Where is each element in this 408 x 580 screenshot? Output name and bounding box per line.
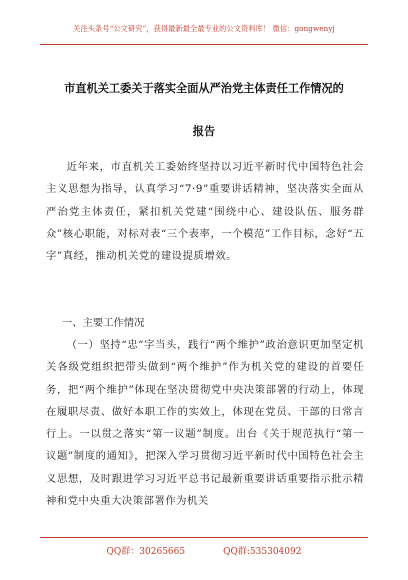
- header-banner: 关注头条号“公文研究”，获得最新最全最专业的公文资料库！ 微信：gongwenyj: [73, 24, 335, 33]
- paragraph-intro: 近年来，市直机关工委始终坚持以习近平新时代中国特色社会主义思想为指导，认真学习“7·9”重要讲话精神，坚决落实全面从严治党主体责任，紧扣机关党建“围绕中心、建设队伍、服务群众”核心职能，对标对表“三个表率，一个模范”工作目标，念好“五字”真经，推动机关党的建设提质增效。: [46, 161, 364, 263]
- footer-divider: [40, 537, 368, 538]
- footer: [0, 544, 408, 557]
- header-divider: [40, 44, 368, 45]
- paragraph-section-1: （一）坚持“忠”字当头，践行“两个维护”政治意识更加坚定机关各级党组织把带头做到“两个维护”作为机关党的建设的首要任务，把“两个维护”体现在坚决贯彻党中央决策部署的行动上，体现在履职尽责、做好本职工作的实效上，体现在党员、干部的日常言行上。一以贯之落实“第一议题”制度。出台《关于规范执行“第一议题”制度的通知》，把深入学习贯彻习近平新时代中国特色社会主义思想，及时跟进学习习近平总书记最新重要讲话重要指示批示精神和党中央重大决策部署作为机关: [46, 339, 364, 508]
- footer-qq-left: QQ群：30265665: [106, 547, 186, 557]
- footer-qq-right: QQ群:535304092: [223, 547, 302, 557]
- document-title-line-1: 市直机关工委关于落实全面从严治党主体责任工作情况的: [64, 81, 344, 95]
- document-title-line-2: 报告: [192, 124, 216, 138]
- section-heading: 一、主要工作情况: [62, 317, 145, 329]
